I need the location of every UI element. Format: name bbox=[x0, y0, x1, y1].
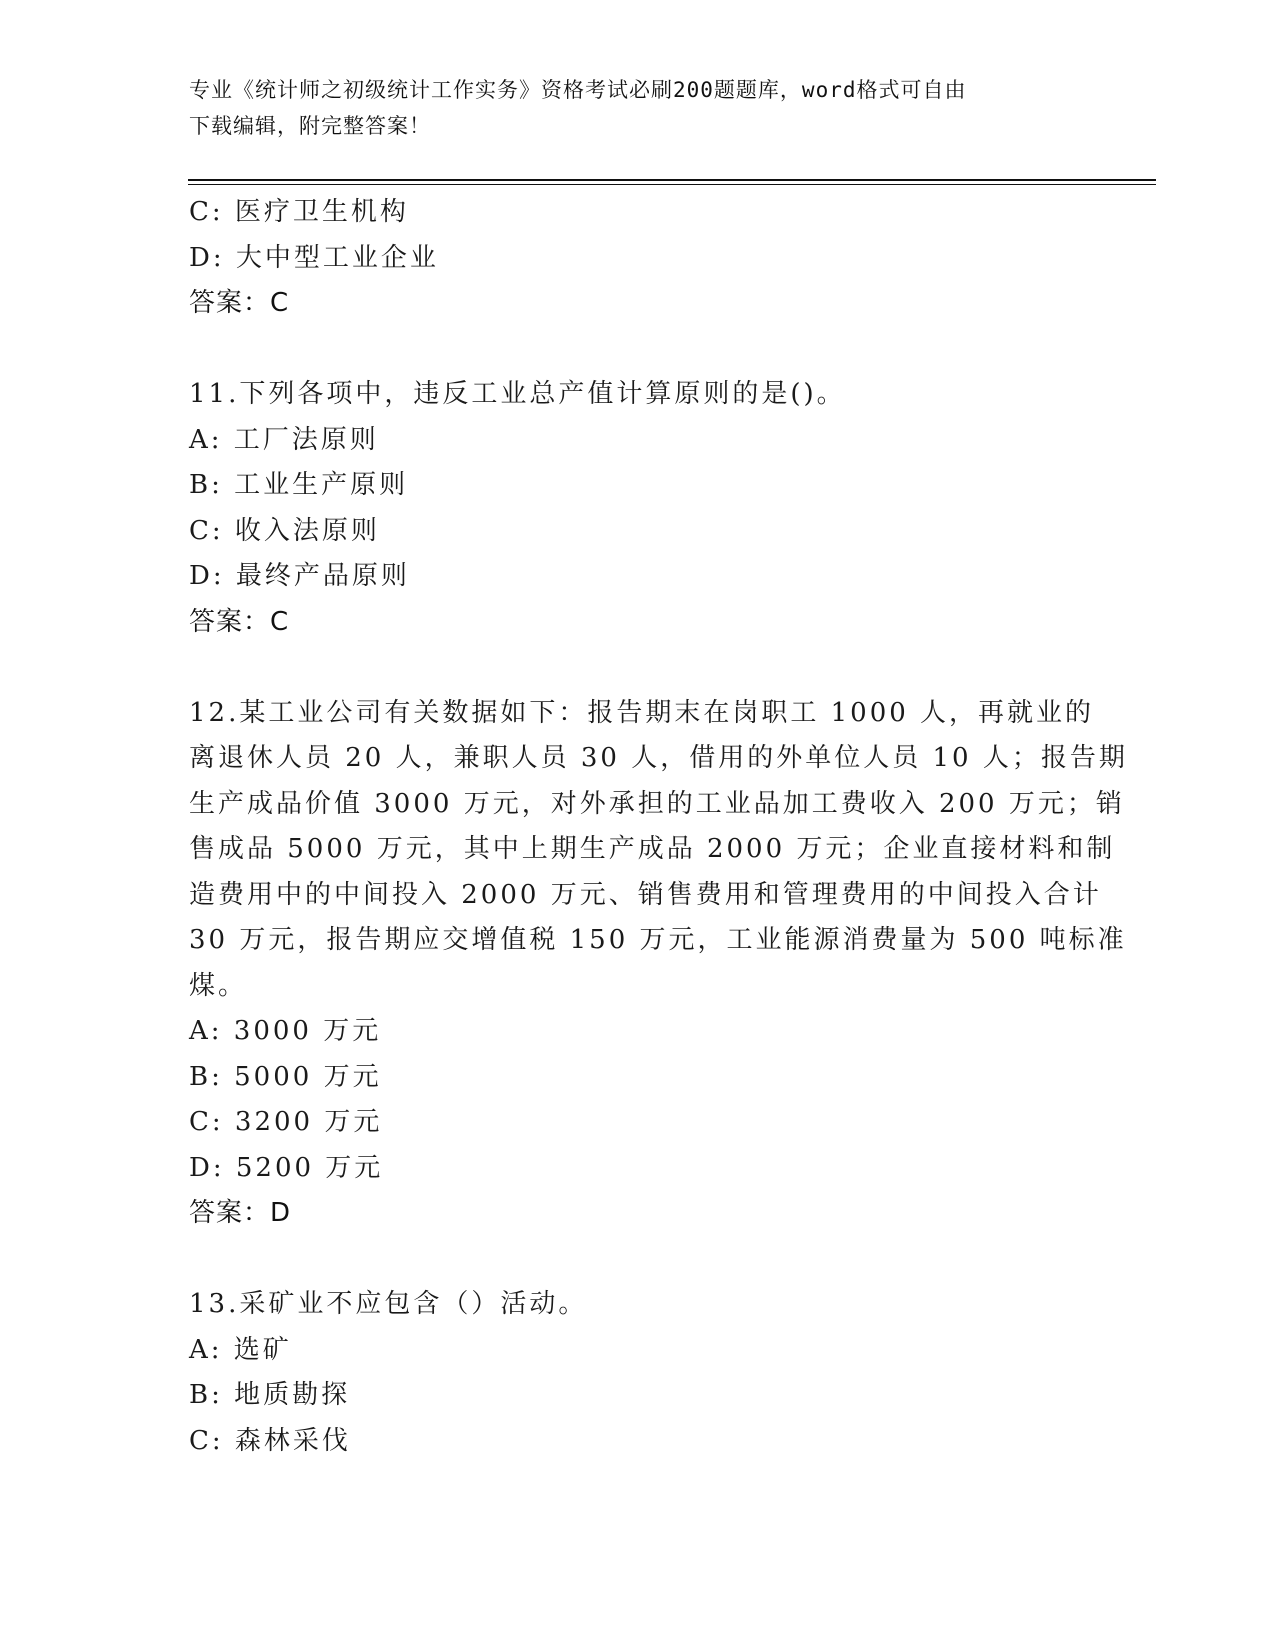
answer-line: 答案：C bbox=[189, 606, 290, 637]
option-b: B: 工业生产原则 bbox=[189, 470, 409, 500]
question-13 bbox=[189, 1282, 1069, 1464]
option-d: D: 最终产品原则 bbox=[189, 561, 410, 591]
option-d: D: 5200 万元 bbox=[189, 1152, 384, 1183]
question-stem-line: 造费用中的中间投入 2000 万元、销售费用和管理费用的中间投入合计 bbox=[189, 879, 1102, 910]
question-content bbox=[189, 190, 1128, 1464]
question-stem-line: 12.某工业公司有关数据如下：报告期末在岗职工 1000 人，再就业的 bbox=[189, 697, 1095, 728]
question-stem-line: 离退休人员 20 人，兼职人员 30 人，借用的外单位人员 10 人；报告期 bbox=[189, 743, 1128, 773]
spacer bbox=[189, 1237, 1069, 1283]
question-12 bbox=[189, 691, 1128, 1237]
option-c: C: 3200 万元 bbox=[189, 1107, 383, 1137]
option-a: A: 3000 万元 bbox=[189, 1016, 382, 1046]
option-c: C: 森林采伐 bbox=[189, 1425, 351, 1456]
question-stem-line: 生产成品价值 3000 万元，对外承担的工业品加工费收入 200 万元；销 bbox=[189, 788, 1125, 819]
page-header bbox=[189, 72, 1069, 144]
option-c: C: 收入法原则 bbox=[189, 515, 380, 546]
header-line-2: 下载编辑，附完整答案！ bbox=[189, 114, 431, 138]
question-stem: 13.采矿业不应包含（）活动。 bbox=[189, 1289, 588, 1319]
header-rule-thin bbox=[188, 184, 1156, 185]
header-rule-thick bbox=[188, 179, 1156, 181]
header-line-1: 专业《统计师之初级统计工作实务》资格考试必刷200题题库，word格式可自由 bbox=[189, 78, 967, 102]
option-b: B: 地质勘探 bbox=[189, 1380, 351, 1410]
option-c: C: 医疗卫生机构 bbox=[189, 197, 409, 227]
question-stem-line: 售成品 5000 万元，其中上期生产成品 2000 万元；企业直接材料和制 bbox=[189, 834, 1116, 864]
question-stem-line: 30 万元，报告期应交增值税 150 万元，工业能源消费量为 500 吨标准 bbox=[189, 925, 1127, 955]
option-a: A: 工厂法原则 bbox=[189, 424, 379, 455]
option-a: A: 选矿 bbox=[189, 1334, 292, 1365]
option-b: B: 5000 万元 bbox=[189, 1061, 382, 1092]
answer-line: 答案：D bbox=[189, 1198, 292, 1228]
question-stem: 11.下列各项中，违反工业总产值计算原则的是()。 bbox=[189, 379, 846, 409]
question-11 bbox=[189, 372, 1069, 645]
option-d: D: 大中型工业企业 bbox=[189, 242, 439, 273]
question-stem-line: 煤。 bbox=[189, 970, 248, 1001]
spacer bbox=[189, 327, 1069, 373]
spacer bbox=[189, 645, 1069, 691]
previous-question-tail bbox=[189, 190, 1069, 327]
answer-line: 答案：C bbox=[189, 288, 290, 318]
